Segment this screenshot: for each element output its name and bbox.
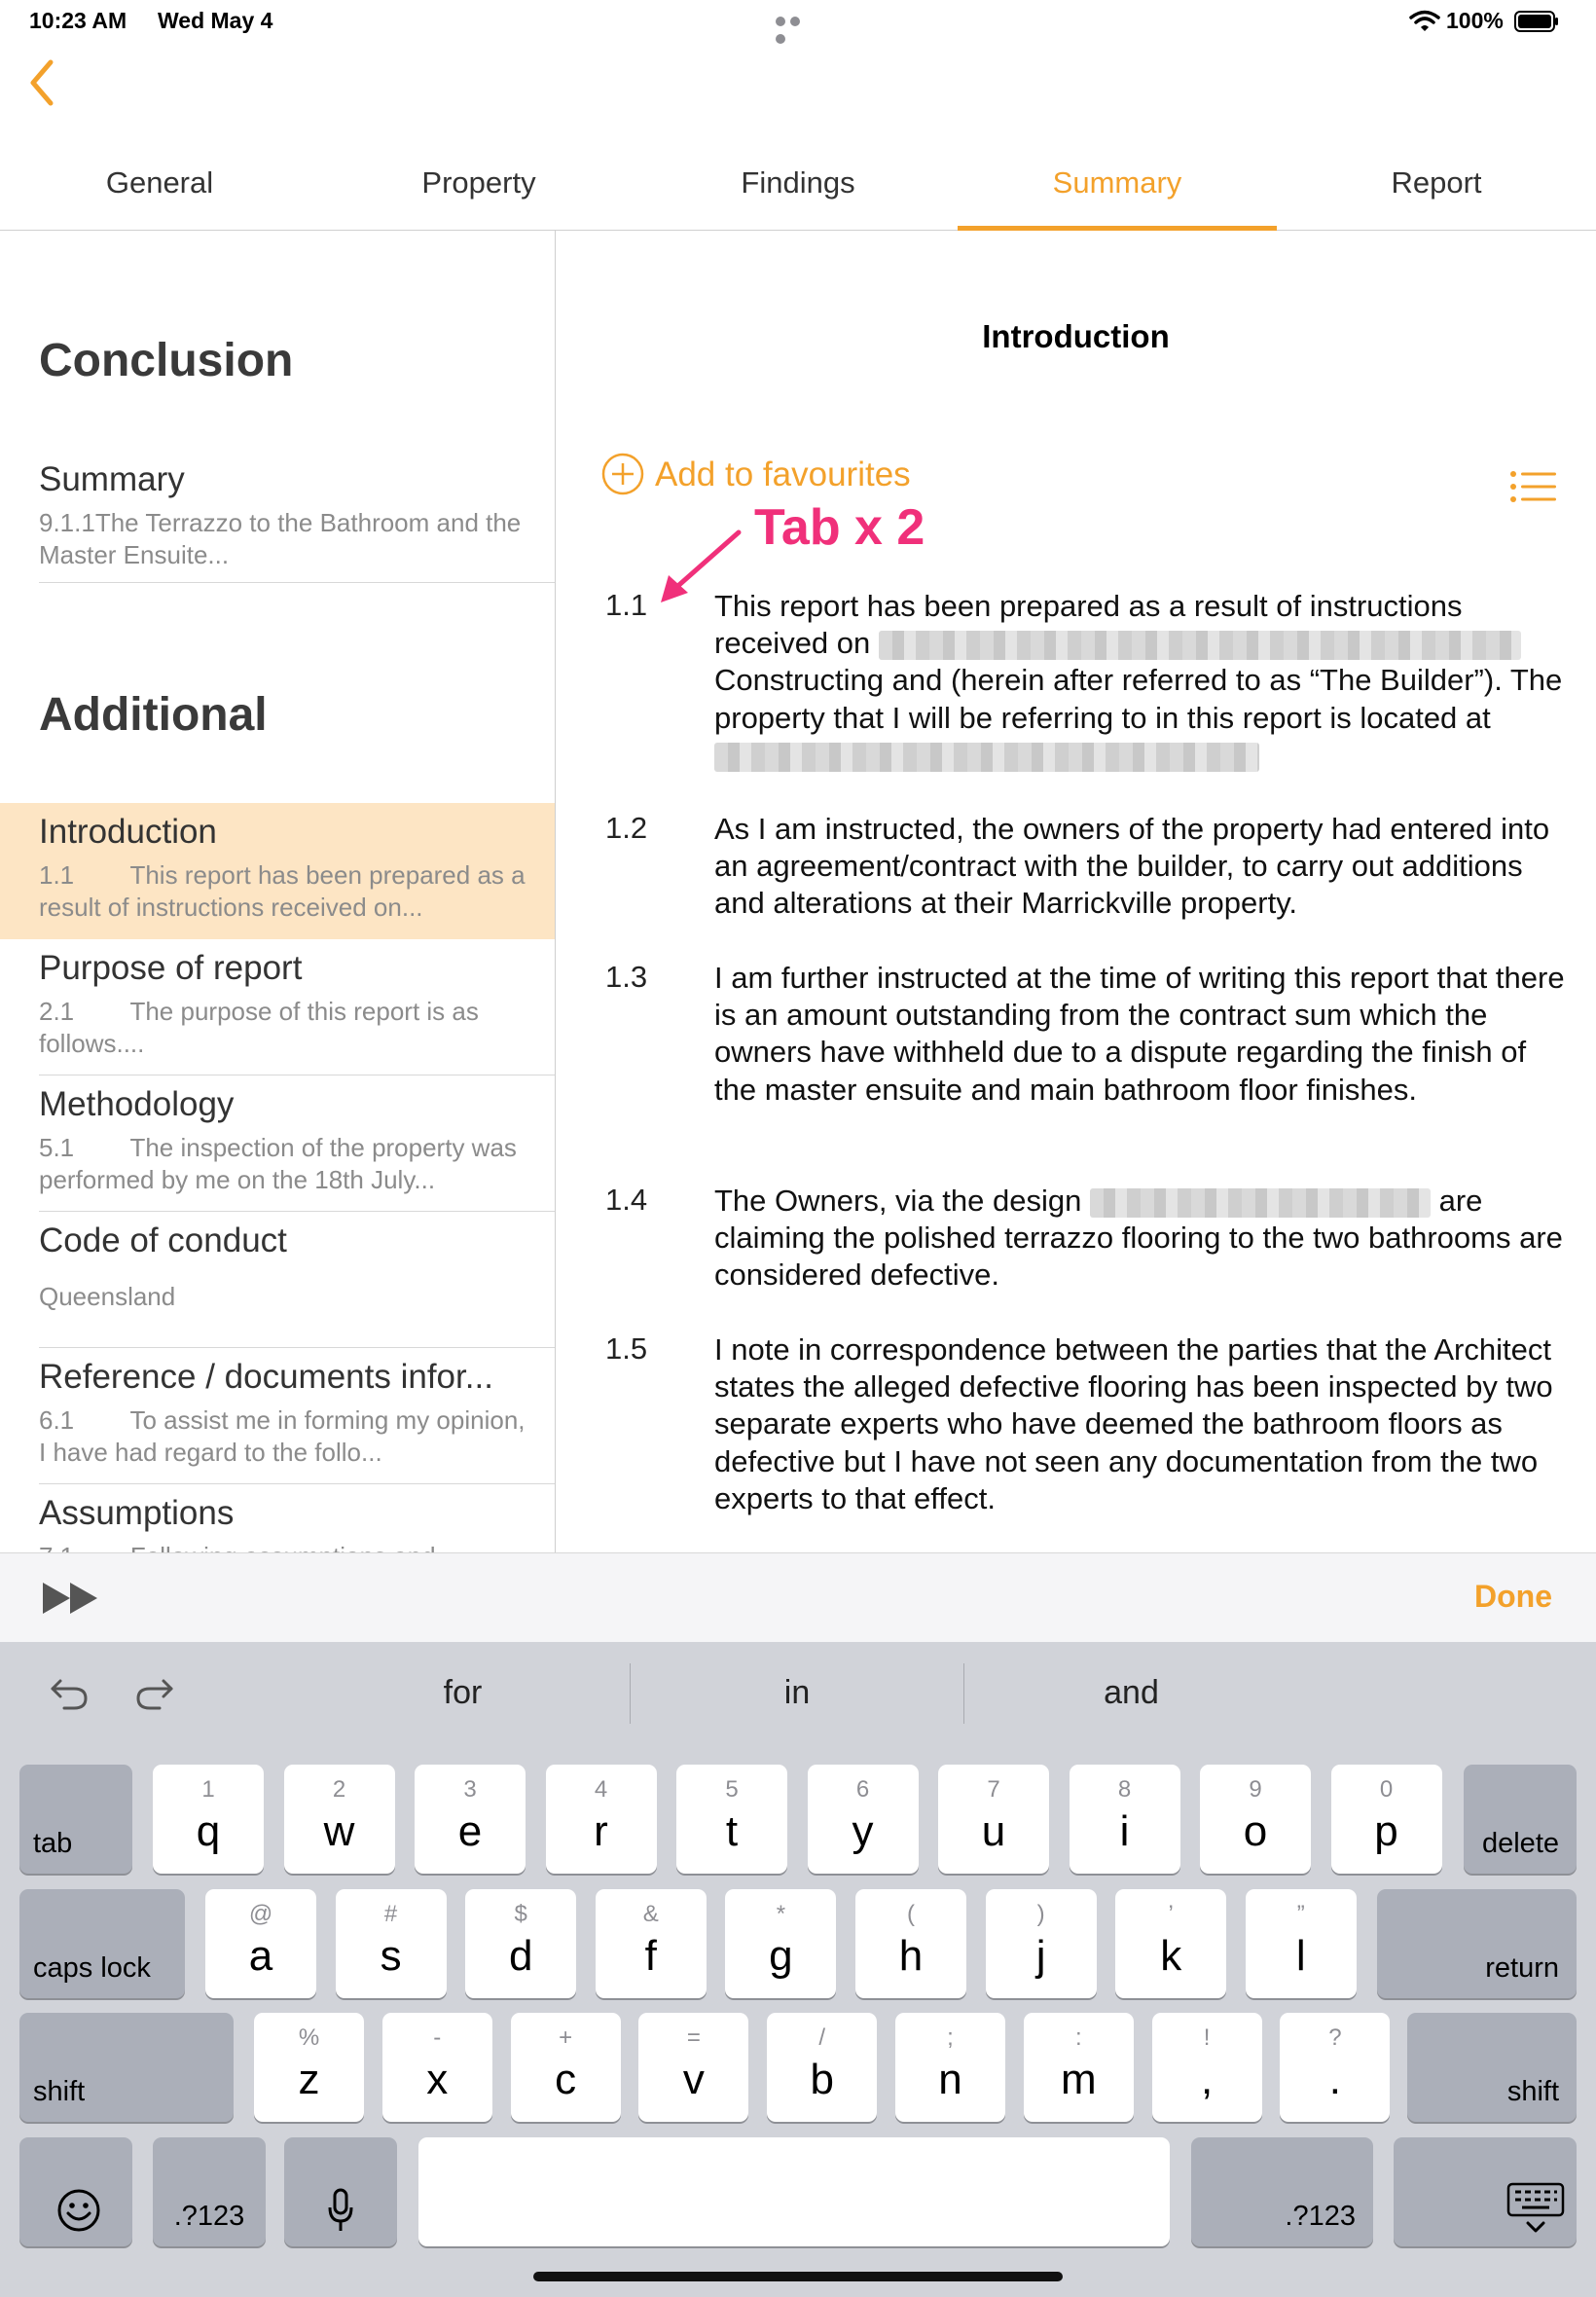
key-secondary-label: 2 <box>332 1776 346 1803</box>
battery-percentage: 100% <box>1446 8 1504 33</box>
suggestion-2[interactable]: in <box>783 1674 811 1711</box>
key-v[interactable] <box>638 2013 748 2122</box>
multitasking-dots-icon[interactable] <box>776 14 818 25</box>
key-primary-label: v <box>682 2056 705 2103</box>
key-primary-label: z <box>298 2056 320 2103</box>
paragraph-text: I am further instructed at the time of writing this report that there is an amount outstanding from the contract sum which the owners have withheld due to a dispute regarding the finish of the master ensuite and main bathroom floor finishes. <box>714 961 1565 1107</box>
suggestion-bar <box>0 1642 1596 1744</box>
delete-key[interactable]: delete <box>1464 1765 1577 1874</box>
key-primary-label: l <box>1295 1932 1306 1980</box>
paragraph-number: 1.5 <box>605 1331 648 1366</box>
key-period[interactable] <box>1280 2013 1390 2122</box>
caps-lock-key[interactable]: caps lock <box>19 1889 185 1998</box>
key-h[interactable] <box>855 1889 966 1998</box>
undo-icon[interactable] <box>49 1677 90 1712</box>
key-primary-label: . <box>1328 2056 1341 2103</box>
key-secondary-label: ( <box>907 1901 915 1927</box>
tab-bar <box>0 146 1596 231</box>
status-time: 10:23 AM <box>29 8 127 33</box>
key-secondary-label: & <box>642 1901 659 1927</box>
sidebar-item-subtitle: 2.1 The purpose of this report is as follows.... <box>39 997 487 1058</box>
hide-keyboard-key[interactable] <box>1394 2137 1577 2246</box>
numbers-key-left[interactable]: .?123 <box>153 2137 266 2246</box>
key-primary-label: y <box>852 1807 874 1855</box>
key-primary-label: m <box>1060 2056 1097 2103</box>
redo-icon[interactable] <box>134 1677 175 1712</box>
tab-general[interactable]: General <box>105 165 214 200</box>
key-secondary-label: 5 <box>725 1776 739 1803</box>
key-primary-label: g <box>769 1932 793 1980</box>
paragraph-number: 1.4 <box>605 1183 648 1217</box>
key-secondary-label: - <box>433 2024 442 2051</box>
key-l[interactable] <box>1246 1889 1357 1998</box>
sidebar-item-summary[interactable] <box>0 451 555 583</box>
key-o[interactable] <box>1200 1765 1311 1874</box>
key-secondary-label: 7 <box>987 1776 1000 1803</box>
keyboard-accessory-bar <box>0 1552 1596 1643</box>
sidebar-item-subtitle: 1.1 This report has been prepared as a result of instructions received on... <box>39 860 532 922</box>
key-t[interactable] <box>676 1765 787 1874</box>
redacted-text <box>714 743 1259 772</box>
sidebar-item-title: Code of conduct <box>39 1221 287 1259</box>
key-primary-label: a <box>248 1932 273 1980</box>
key-y[interactable] <box>808 1765 919 1874</box>
sidebar-item-title: Assumptions <box>39 1494 235 1532</box>
sidebar-item-introduction[interactable] <box>0 803 555 939</box>
key-primary-label: b <box>810 2056 834 2103</box>
key-primary-label: c <box>555 2056 577 2103</box>
key-secondary-label: $ <box>514 1901 527 1927</box>
home-indicator[interactable] <box>533 2272 1063 2281</box>
key-comma[interactable] <box>1152 2013 1262 2122</box>
dictation-key[interactable] <box>284 2137 397 2246</box>
key-secondary-label: ? <box>1328 2024 1342 2051</box>
key-d[interactable] <box>465 1889 576 1998</box>
sidebar-item-title: Summary <box>39 460 185 498</box>
sidebar-item-subtitle: 6.1 To assist me in forming my opinion, I have had regard to the follo... <box>39 1405 532 1467</box>
key-r[interactable] <box>546 1765 657 1874</box>
sidebar-item-subtitle: Queensland <box>39 1282 176 1311</box>
status-date: Wed May 4 <box>158 8 273 33</box>
wifi-icon <box>1409 10 1440 33</box>
key-secondary-label: : <box>1074 2024 1082 2051</box>
key-q[interactable] <box>153 1765 264 1874</box>
annotation-text: Tab x 2 <box>754 499 925 556</box>
shift-key-left[interactable]: shift <box>19 2013 234 2122</box>
sidebar-item-title: Purpose of report <box>39 949 303 987</box>
key-primary-label: k <box>1160 1932 1182 1980</box>
key-primary-label: w <box>323 1807 355 1855</box>
key-secondary-label: 0 <box>1379 1776 1394 1803</box>
key-primary-label: i <box>1119 1807 1130 1855</box>
key-u[interactable] <box>938 1765 1049 1874</box>
key-k[interactable] <box>1115 1889 1226 1998</box>
key-c[interactable] <box>511 2013 621 2122</box>
sidebar-item-subtitle: 5.1 The inspection of the property was performed by me on the 18th July... <box>39 1133 525 1194</box>
done-button[interactable]: Done <box>1474 1579 1552 1614</box>
key-primary-label: t <box>725 1807 739 1855</box>
key-secondary-label: ’ <box>1168 1901 1174 1927</box>
key-primary-label: o <box>1243 1807 1268 1855</box>
key-secondary-label: ; <box>947 2024 954 2051</box>
add-to-favourites-button[interactable] <box>600 452 911 496</box>
tab-findings[interactable]: Findings <box>741 165 855 200</box>
plus-circle-icon <box>600 452 645 496</box>
sidebar-item-purpose-of-report[interactable] <box>0 939 555 1076</box>
sidebar-item-title: Methodology <box>39 1085 235 1123</box>
paragraph-text: I note in correspondence between the parties that the Architect states the alleged defective flooring has been inspected by two separate experts who have deemed the bathroom floors as defective but I have not seen any documentation from the two experts to that effect. <box>714 1332 1553 1515</box>
section-heading-conclusion: Conclusion <box>39 335 294 386</box>
sidebar[interactable] <box>0 231 556 1552</box>
return-key[interactable]: return <box>1377 1889 1577 1998</box>
key-w[interactable] <box>284 1765 395 1874</box>
fast-forward-icon[interactable] <box>41 1579 101 1618</box>
key-secondary-label: 8 <box>1117 1776 1132 1803</box>
suggestion-1[interactable]: for <box>443 1674 483 1711</box>
paragraph-number: 1.3 <box>605 960 648 994</box>
key-f[interactable] <box>596 1889 707 1998</box>
chevron-left-icon[interactable] <box>23 56 62 109</box>
paragraph-number: 1.1 <box>605 588 648 622</box>
tab-key[interactable]: tab <box>19 1765 132 1874</box>
key-n[interactable] <box>895 2013 1005 2122</box>
key-secondary-label: @ <box>248 1901 273 1927</box>
emoji-icon <box>56 2188 101 2233</box>
key-secondary-label: / <box>818 2024 826 2051</box>
paragraph-text: As I am instructed, the owners of the property had entered into an agreement/contract with the builder, to carry out additions and alterations at their Marrickville property. <box>714 812 1550 921</box>
shift-key-right[interactable]: shift <box>1407 2013 1577 2122</box>
key-primary-label: q <box>196 1807 221 1855</box>
key-primary-label: d <box>508 1932 533 1980</box>
key-secondary-label: ) <box>1036 1901 1045 1927</box>
page-title: Introduction <box>982 318 1170 354</box>
key-i[interactable] <box>1070 1765 1180 1874</box>
emoji-key[interactable] <box>19 2137 132 2246</box>
key-b[interactable] <box>767 2013 877 2122</box>
document-content[interactable] <box>556 231 1596 1552</box>
key-j[interactable] <box>986 1889 1097 1998</box>
suggestion-3[interactable]: and <box>1104 1674 1159 1711</box>
key-a[interactable] <box>205 1889 316 1998</box>
section-heading-additional: Additional <box>39 689 268 741</box>
onscreen-keyboard <box>0 1642 1596 2297</box>
paragraph-text: The Owners, via the design are claiming the polished terrazzo flooring to the two bathrooms are considered defective. <box>714 1184 1563 1293</box>
key-secondary-label: # <box>383 1901 398 1927</box>
key-primary-label: f <box>644 1932 657 1980</box>
space-key[interactable] <box>418 2137 1170 2246</box>
key-s[interactable] <box>336 1889 447 1998</box>
key-m[interactable] <box>1024 2013 1134 2122</box>
paragraph-number: 1.2 <box>605 811 648 845</box>
key-primary-label: r <box>594 1807 608 1855</box>
key-secondary-label: 6 <box>855 1776 870 1803</box>
battery-icon <box>1514 11 1559 32</box>
key-secondary-label: * <box>776 1901 786 1927</box>
key-z[interactable] <box>254 2013 364 2122</box>
key-e[interactable] <box>415 1765 526 1874</box>
key-primary-label: x <box>426 2056 449 2103</box>
key-secondary-label: 1 <box>201 1776 215 1803</box>
key-secondary-label: + <box>559 2024 573 2051</box>
key-primary-label: n <box>938 2056 962 2103</box>
key-g[interactable] <box>725 1889 836 1998</box>
key-p[interactable] <box>1331 1765 1442 1874</box>
key-primary-label: s <box>380 1932 402 1980</box>
paragraph-text: This report has been prepared as a result of instructions received on Constructing and (herein after referred to as “The Builder”). The property that I will be referring to in this report is located at <box>714 588 1571 774</box>
tab-property[interactable]: Property <box>421 165 536 200</box>
tab-report[interactable]: Report <box>1391 165 1482 200</box>
key-primary-label: , <box>1200 2056 1214 2103</box>
key-secondary-label: = <box>686 2024 701 2051</box>
key-secondary-label: ” <box>1296 1901 1305 1927</box>
key-secondary-label: % <box>298 2024 320 2051</box>
sidebar-item-reference-documents[interactable] <box>0 1348 555 1484</box>
keyboard-dismiss-icon <box>1506 2182 1565 2237</box>
key-primary-label: j <box>1035 1932 1046 1980</box>
sidebar-item-code-of-conduct[interactable] <box>0 1212 555 1348</box>
redacted-text <box>879 631 1521 660</box>
numbers-key-right[interactable]: .?123 <box>1191 2137 1373 2246</box>
sidebar-item-title: Reference / documents infor... <box>39 1358 493 1396</box>
key-primary-label: e <box>457 1807 483 1855</box>
key-secondary-label: 9 <box>1249 1776 1262 1803</box>
sidebar-item-subtitle: 9.1.1The Terrazzo to the Bathroom and the Master Ensuite... <box>39 508 522 569</box>
key-x[interactable] <box>382 2013 492 2122</box>
key-primary-label: u <box>981 1807 1006 1855</box>
sidebar-item-title: Introduction <box>39 813 217 851</box>
redacted-text <box>1090 1188 1431 1218</box>
key-secondary-label: 3 <box>463 1776 477 1803</box>
add-to-favourites-label: Add to favourites <box>655 456 911 493</box>
key-secondary-label: ! <box>1203 2024 1211 2051</box>
tab-summary[interactable]: Summary <box>958 146 1277 230</box>
key-primary-label: h <box>898 1932 924 1980</box>
microphone-icon <box>327 2188 354 2233</box>
sidebar-item-methodology[interactable] <box>0 1076 555 1212</box>
list-icon[interactable] <box>1509 470 1558 503</box>
key-secondary-label: 4 <box>594 1776 608 1803</box>
key-primary-label: p <box>1374 1807 1398 1855</box>
